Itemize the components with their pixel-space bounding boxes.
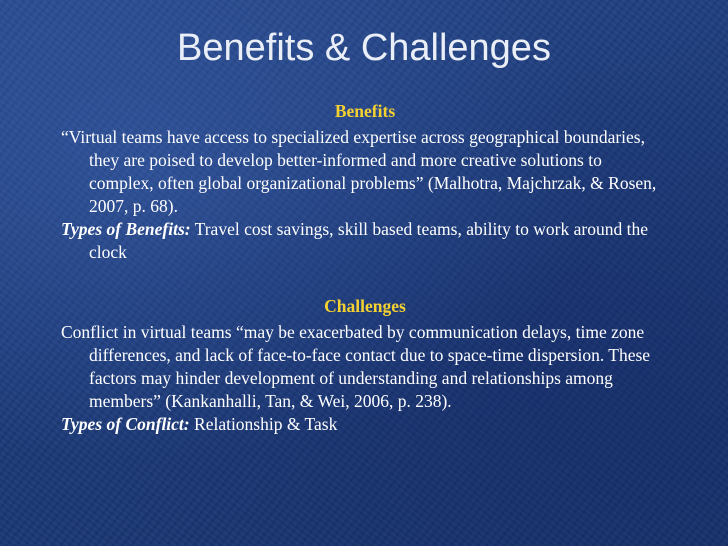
types-of-benefits-label: Types of Benefits: xyxy=(61,219,191,239)
section-spacer xyxy=(61,264,669,287)
types-of-conflict-label: Types of Conflict: xyxy=(61,414,190,434)
challenges-quote: Conflict in virtual teams “may be exacerbated by communication delays, time zone differences, and lack of face-to-face contact due to space-time dispersion. These factors may hinder development of understanding and relationships among members” (Kankanhalli, Tan, & Wei, 2006, p. 238). xyxy=(61,322,651,411)
benefits-quote: “Virtual teams have access to specialized expertise across geographical boundaries, they are poised to develop better-informed and more creative solutions to complex, often global organizational problems” (Malhotra, Majchrzak, & Rosen, 2007, p. 68). xyxy=(61,127,657,216)
types-of-conflict xyxy=(61,413,669,436)
slide-body xyxy=(61,100,669,436)
challenges-heading: Challenges xyxy=(324,296,406,316)
benefits-heading: Benefits xyxy=(334,101,396,121)
types-of-benefits xyxy=(61,218,669,264)
slide-title: Benefits & Challenges xyxy=(177,27,551,69)
types-of-conflict-text: Relationship & Task xyxy=(189,414,338,434)
types-of-benefits-text: Travel cost savings, skill based teams, ability to work around the clock xyxy=(89,219,648,262)
